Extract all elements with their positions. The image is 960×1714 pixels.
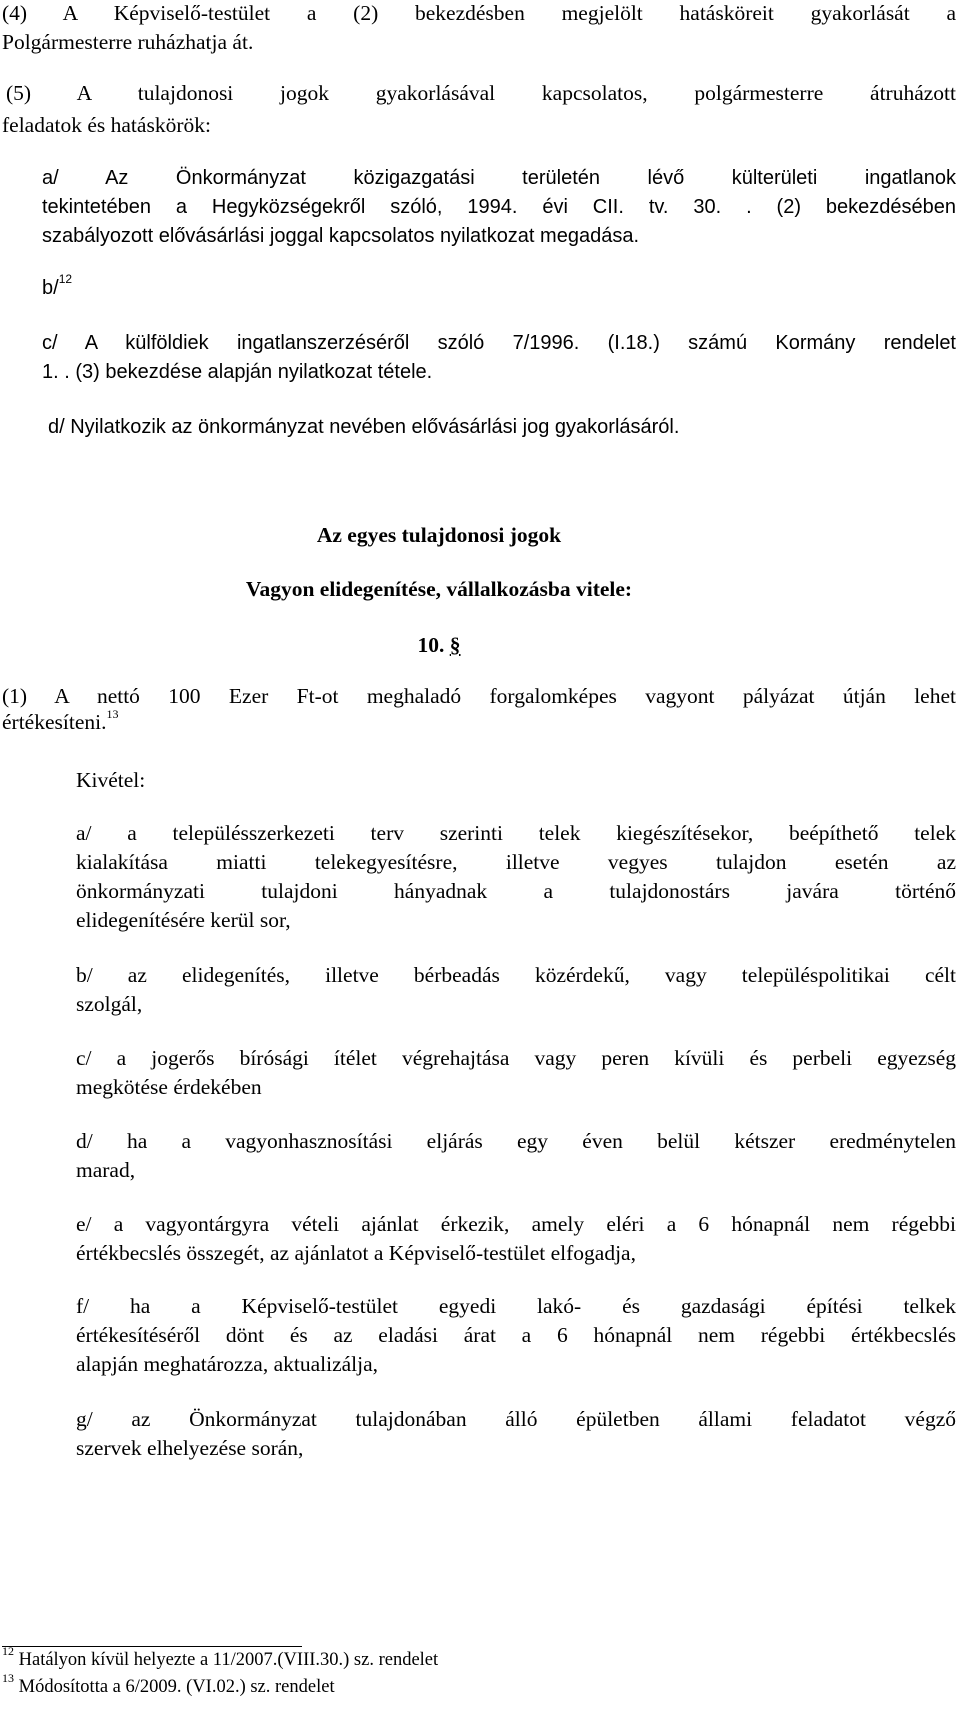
exception-item-e-line-2: értékbecslés összegét, az ajánlatot a Képviselő-testület elfogadja, xyxy=(76,1241,636,1265)
list-item-d: d/ Nyilatkozik az önkormányzat nevében elővásárlási jog gyakorlásáról. xyxy=(48,416,680,438)
exception-item-c-line-1: c/ a jogerős bírósági ítélet végrehajtása vagy peren kívüli és perbeli egyezség xyxy=(76,1046,956,1070)
footnote-12: $^{12}$ Hatályon kívül helyezte a 11/2007.(VIII.30.) sz. rendelet xyxy=(2,1643,439,1670)
exception-item-f-line-3: alapján meghatározza, aktualizálja, xyxy=(76,1352,379,1376)
exception-item-f-line-1: f/ ha a Képviselő-testület egyedi lakó- és gazdasági építési telkek xyxy=(76,1294,956,1318)
section-title: Az egyes tulajdonosi jogok xyxy=(316,523,562,547)
paragraph-4-line-1: (4) A Képviselő-testület a (2) bekezdésben megjelölt hatásköreit gyakorlását a xyxy=(2,1,956,25)
list-item-c-line-1: c/ A külföldiek ingatlanszerzéséről szóló 7/1996. (I.18.) számú Kormány rendelet xyxy=(42,332,956,354)
list-item-a-line-1: a/ Az Önkormányzat közigazgatási területén lévő külterületi ingatlanok xyxy=(42,167,956,189)
footnote-ref-13: 13 xyxy=(106,706,119,721)
paragraph-1-line-1: (1) A nettó 100 Ezer Ft-ot meghaladó forgalomképes vagyont pályázat útján lehet xyxy=(2,684,956,708)
section-sign-link[interactable]: § xyxy=(449,633,461,657)
footnote-ref-12: 12 xyxy=(58,272,73,287)
exception-item-b-line-2: szolgál, xyxy=(76,992,143,1016)
exception-item-d-line-1: d/ ha a vagyonhasznosítási eljárás egy éven belül kétszer eredménytelen xyxy=(76,1129,956,1153)
footnote-13: $^{13}$ Módosította a 6/2009. (VI.02.) sz. rendelet xyxy=(2,1670,335,1697)
list-item-b-label: b/ xyxy=(42,277,59,299)
list-item-a-line-3: szabályozott elővásárlási joggal kapcsolatos nyilatkozat megadása. xyxy=(42,225,640,247)
exception-item-d-line-2: marad, xyxy=(76,1158,136,1182)
paragraph-5-line-1: (5) A tulajdonosi jogok gyakorlásával kapcsolatos, polgármesterre átruházott xyxy=(6,81,956,105)
paragraph-5-line-2: feladatok és hatáskörök: xyxy=(2,113,211,137)
exception-item-c-line-2: megkötése érdekében xyxy=(76,1075,262,1099)
exception-item-a-line-3: önkormányzati tulajdoni hányadnak a tulajdonostárs javára történő xyxy=(76,879,956,903)
exception-item-e-line-1: e/ a vagyontárgyra vételi ajánlat érkezik, amely eléri a 6 hónapnál nem régebbi xyxy=(76,1212,956,1236)
exception-item-g-line-1: g/ az Önkormányzat tulajdonában álló épületben állami feladatot végző xyxy=(76,1407,956,1431)
exception-label: Kivétel: xyxy=(76,768,146,792)
exception-item-a-line-2: kialakítása miatti telekegyesítésre, illetve vegyes tulajdon esetén az xyxy=(76,850,956,874)
exception-item-g-line-2: szervek elhelyezése során, xyxy=(76,1436,304,1460)
list-item-a-line-2: tekintetében a Hegyközségekről szóló, 1994. évi CII. tv. 30. . (2) bekezdésében xyxy=(42,196,956,218)
exception-item-f-line-2: értékesítéséről dönt és az eladási árat a 6 hónapnál nem régebbi értékbecslés xyxy=(76,1323,956,1347)
paragraph-4-line-2: Polgármesterre ruházhatja át. xyxy=(2,30,254,54)
list-item-b xyxy=(42,273,72,304)
exception-item-a-line-1: a/ a településszerkezeti terv szerinti telek kiegészítésekor, beépíthető telek xyxy=(76,821,956,845)
section-number: 10. § xyxy=(417,633,461,657)
paragraph-1-line-2: értékesíteni.$^{13}$ xyxy=(2,706,119,734)
exception-item-b-line-1: b/ az elidegenítés, illetve bérbeadás közérdekű, vagy településpolitikai célt xyxy=(76,963,956,987)
exception-item-a-line-4: elidegenítésére kerül sor, xyxy=(76,908,291,932)
section-subtitle: Vagyon elidegenítése, vállalkozásba vitele: xyxy=(245,577,633,601)
list-item-c-line-2: 1. . (3) bekezdése alapján nyilatkozat tétele. xyxy=(42,361,433,383)
